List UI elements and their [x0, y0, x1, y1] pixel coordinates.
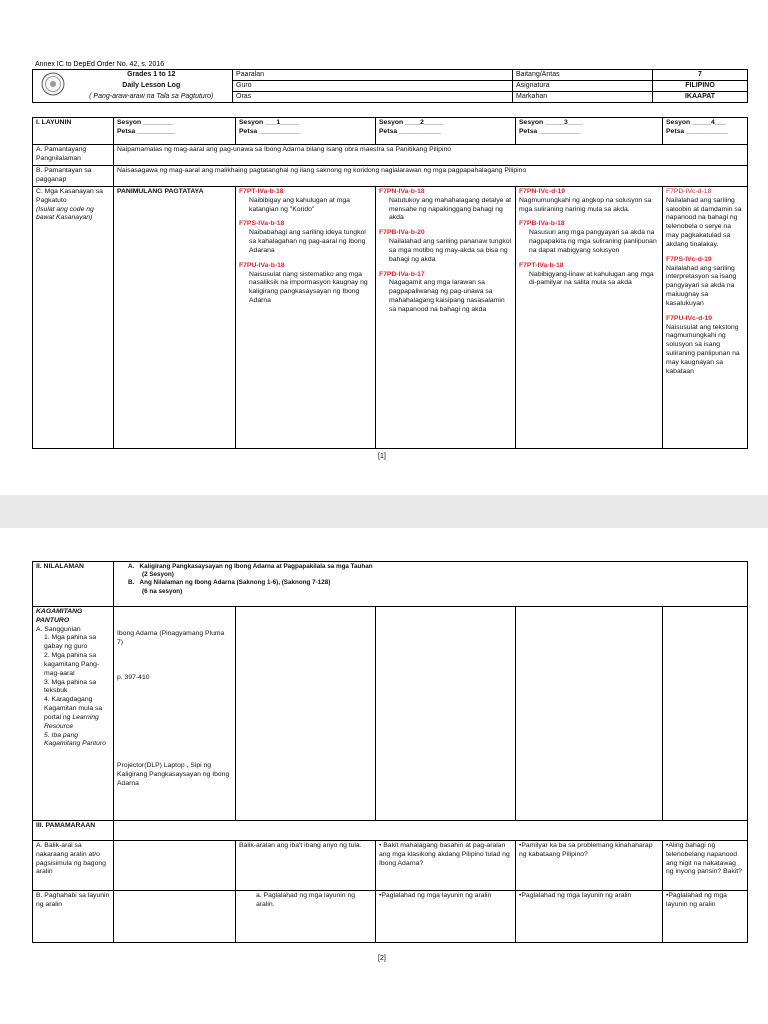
deped-seal-cell	[33, 70, 71, 103]
asignatura-label: Asignatura	[513, 81, 653, 92]
paghahabi-0	[114, 891, 236, 943]
item-portal: 4. Karagdagang Kagamitan mula sa portal ng Learning Resource	[44, 696, 103, 730]
ref-book: Ibong Adarna (Pinagyamang Pluma 7)	[117, 630, 225, 646]
markahan-label: Markahan	[513, 92, 653, 103]
kagamitan-cell-2	[236, 607, 376, 821]
deped-seal-icon	[35, 72, 71, 96]
kagamitan-label-cell	[33, 607, 114, 821]
kasanayan-col-1: F7PT-IVa-b-18 Naibibigay ang kahulugan at mga katangian ng "Korido" F7PS-IVa-b-18 Naibabahagi ang sariling ideya tungkol sa kahalagahan ng pag-aaral ng Ibong Adarana F7PU-IVa-b-18 Naisusulat nang sistematiko ang mga nasaliksik na impormasyon kaugnay ng kaligirang pangkasaysayan ng Ibong Adarna	[236, 187, 376, 449]
asignatura-value: FILIPINO	[653, 81, 748, 92]
pamantayang-pangnilalaman-text: Naipamamalas ng mag-aaral ang pag-unawa sa Ibong Adarna bilang isang obra maestra sa Panitikang Pilipino	[114, 145, 748, 166]
kagamitan-heading: KAGAMITANG PANTURO	[36, 608, 83, 624]
page-1	[0, 0, 768, 495]
dll-label: Daily Lesson Log	[71, 81, 233, 92]
pamamaraan-empty	[114, 821, 748, 841]
session-header-0: Sesyon ________ Petsa __________	[114, 118, 236, 145]
item-gabay-guro: 1. Mga pahina sa gabay ng guro	[44, 634, 97, 651]
item-iba-pang: 5. Iba pang Kagamitang Panturo	[44, 731, 106, 748]
balik-aral-4: •Aling bahagi ng telenobelang napanood ang higit na nakatawag ng inyong pansin? Bakit?	[663, 841, 748, 891]
layunin-heading: I. LAYUNIN	[33, 118, 114, 145]
page-number-2: [2]	[378, 955, 386, 962]
paghahabi-1: a. Paglalahad ng mga layunin ng aralin.	[236, 891, 376, 943]
kagamitan-cell-3	[376, 607, 516, 821]
paaralan-label: Paaralan	[233, 70, 513, 81]
paghahabi-2: •Paglalahad ng mga layunin ng aralin	[376, 891, 516, 943]
sanggunian-values	[114, 607, 236, 821]
session-header-2: Sesyon ____2_____ Petsa ___________	[376, 118, 516, 145]
paghahabi-4: •Paglalahad ng mga layunin ng aralin	[663, 891, 748, 943]
kasanayan-col-2: F7PN-IVa-b-18 Natutukoy ang mahahalagang detalye at mensahe ng napakinggang bahagi ng akda F7PB-IVa-b-20 Nailalahad ang sariling pananaw tungkol sa mga motibo ng may-akda sa bisa ng bahagi ng akda F7PD-IVa-b-17 Nagagamit ang mga larawan sa pagpapaliwanag ng pag-unawa sa mahahalagang kaisipang nasasalamin sa napanood na bahagi ng akda	[376, 187, 516, 449]
item-teksbuk: 3. Mga pahina sa teksbuk	[44, 678, 97, 695]
header-table	[32, 69, 748, 103]
panimulang-pagtataya: PANIMULANG PAGTATAYA	[114, 187, 236, 449]
balik-aral-label: A. Balik-aral sa nakaraang aralin at/o pagsisimula ng bagong aralin	[33, 841, 114, 891]
kasanayan-label: C. Mga Kasanayan sa Pagkatuto (Isulat ang code ng bawat Kasanayan)	[33, 187, 114, 449]
guro-label: Guro	[233, 81, 513, 92]
balik-aral-2: • Bakit mahalagang basahin at pag-aralan ang mga klasikong akdang Pilipino tulad ng Ibong Adarna?	[376, 841, 516, 891]
baitang-value: 7	[653, 70, 748, 81]
session-header-1: Sesyon ___1_____ Petsa ___________	[236, 118, 376, 145]
layunin-table	[32, 117, 748, 449]
kasanayan-col-4: F7PD-IVc-d-18 Nailalahad ang sariling saloobin at damdamin sa napanood na bahagi ng telenobela o serye na may pagkakatulad sa akdang tinalakay. F7PS-IVc-d-19 Nailalahad ang sariling interpretasyon sa isang pangyayari sa akda na maiuugnay sa kasalukuyan F7PU-IVc-d-19 Naisusulat ang tekstong nagmumungkahi ng solusyon sa isang suliraning panlipunan na may kaugnayan sa kabataan	[663, 187, 748, 449]
pamantayang-pangnilalaman-label: A. Pamantayang Pangnilalaman	[33, 145, 114, 166]
annex-label: Annex IC to DepEd Order No. 42, s. 2016	[35, 61, 165, 68]
nilalaman-heading: II. NILALAMAN	[33, 562, 114, 607]
nilalaman-content: A. Kaligirang Pangkasaysayan ng Ibong Adarna at Pagpapakilala sa mga Tauhan (2 Sesyon) B. Ang Nilalaman ng Ibong Adarna (Saknong 1-6), (Saknong 7-128) (6 na sesyon)	[114, 562, 748, 607]
item-kagamitang-mag-aaral: 2. Mga pahina sa kagamitang Pang-mag-aaral	[44, 652, 100, 677]
ref-other: Projector(DLP) Laptop , Sipi ng Kaligirang Pangkasaysayan ng Ibong Adarna	[117, 762, 230, 788]
ref-pages: p. 397-410	[117, 673, 150, 681]
balik-aral-3: •Pamilyar ka ba sa problemang kinahaharap ng kabataang Pilipino?	[516, 841, 663, 891]
session-header-3: Sesyon _____3____ Petsa ___________	[516, 118, 663, 145]
sanggunian-label: A. Sanggunian	[36, 625, 81, 633]
kagamitan-cell-5	[663, 607, 748, 821]
grades-label: Grades 1 to 12	[71, 70, 233, 81]
nilalaman-table	[32, 561, 748, 943]
baitang-label: Baitang/Antas	[513, 70, 653, 81]
pamantayan-pagganap-text: Naisasagawa ng mag-aaral ang malikhaing pagtatanghal ng ilang saknong ng koridong naglalarawan ng mga pagpapahalagang Pilipino	[114, 166, 748, 187]
oras-label: Oras	[233, 92, 513, 103]
pamantayan-pagganap-label: B. Pamantayan sa pagganap	[33, 166, 114, 187]
balik-aral-0	[114, 841, 236, 891]
paghahabi-label: B. Paghahabi sa layunin ng aralin	[33, 891, 114, 943]
kasanayan-col-3: F7PN-IVc-d-19 Nagmumungkahi ng angkop na solusyon sa mga suliraning narinig mula sa akda. F7PB-IVa-b-18 Nasusuri ang mga pangyayari sa akda na nagpapakita ng mga suliraning panlipunan na dapat mabigyang solusyon F7PT-IVa-b-18 Nabibigyang-linaw at kahulugan ang mga di-pamilyar na salita mula sa akda	[516, 187, 663, 449]
paghahabi-3: •Paglalahad ng mga layunin ng aralin	[516, 891, 663, 943]
dll-subtitle: ( Pang-araw-araw na Tala sa Pagtuturo)	[71, 92, 233, 103]
session-header-4: Sesyon _____4___ Petsa ___________	[663, 118, 748, 145]
pamamaraan-heading: III. PAMAMARAAN	[33, 821, 114, 841]
page-number-1: [1]	[378, 453, 386, 460]
markahan-value: IKAAPAT	[653, 92, 748, 103]
kagamitan-cell-4	[516, 607, 663, 821]
balik-aral-1: Balik-aralan ang iba't ibang anyo ng tula.	[236, 841, 376, 891]
